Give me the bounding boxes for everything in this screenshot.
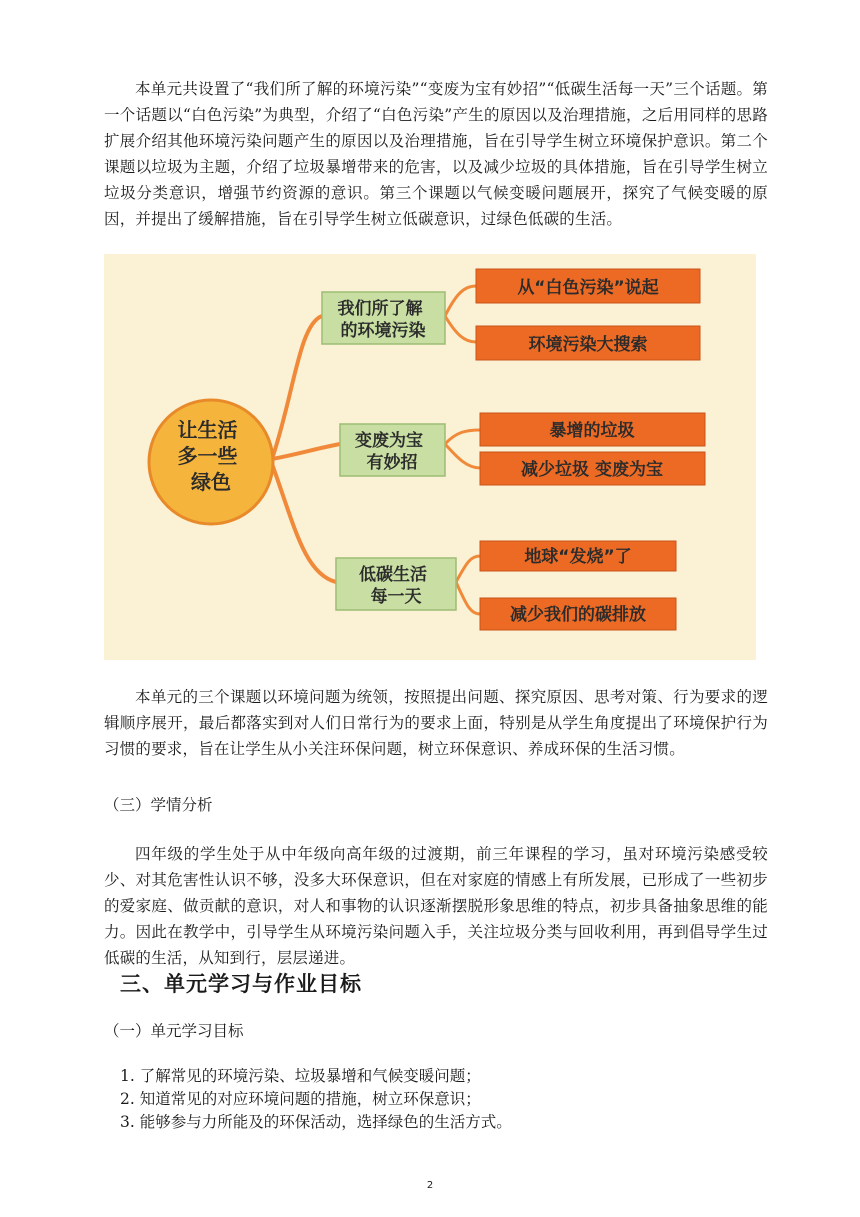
leaf-label-garbage-surge: 暴增的垃圾 [549, 421, 635, 441]
topic-label-pollution: 我们所了解 的环境污染 [337, 299, 426, 341]
structure-paragraph: 本单元的三个课题以环境问题为统领，按照提出问题、探究原因、思考对策、行为要求的逻辑顺序展开，最后都落实到对人们日常行为的要求上面，特别是从学生角度提出了环境保护行为习惯的要求，旨在让学生从小关注环保问题，树立环保意识、养成环保的生活习惯。 [104, 688, 768, 758]
analysis-paragraph: 四年级的学生处于从中年级向高年级的过渡期，前三年课程的学习，虽对环境污染感受较少、对其危害性认识不够，没多大环保意识，但在对家庭的情感上有所发展，已形成了一些初步的爱家庭、做贡献的意识，对人和事物的认识逐渐摆脱形象思维的特点，初步具备抽象思维的能力。因此在教学中，引导学生从环境污染问题入手，关注垃圾分类与回收利用，再到倡导学生过低碳的生活，从知到行，层层递进。 [104, 845, 768, 967]
unit-goals-subheading: （一）单元学习目标 [104, 1022, 244, 1040]
goal-item: 2. 知道常见的对应环境问题的措施，树立环保意识； [120, 1090, 481, 1108]
leaf-label-white-pollution: 从“白色污染”说起 [517, 278, 659, 298]
unit-mind-map [104, 254, 756, 660]
topic-label-low-carbon: 低碳生活 每一天 [359, 565, 428, 607]
intro-paragraph: 本单元共设置了“我们所了解的环境污染”“变废为宝有妙招”“低碳生活每一天”三个话题。第一个话题以“白色污染”为典型，介绍了“白色污染”产生的原因以及治理措施，之后用同样的思路扩展介绍其他环境污染问题产生的原因以及治理措施，旨在引导学生树立环境保护意识。第二个课题以垃圾为主题，介绍了垃圾暴增带来的危害，以及减少垃圾的具体措施，旨在引导学生树立垃圾分类意识，增强节约资源的意识。第三个课题以气候变暖问题展开，探究了气候变暖的原因，并提出了缓解措施，旨在引导学生树立低碳意识，过绿色低碳的生活。 [104, 80, 768, 228]
leaf-label-carbon-reduction: 减少我们的碳排放 [510, 605, 646, 625]
goal-item: 3. 能够参与力所能及的环保活动，选择绿色的生活方式。 [120, 1113, 512, 1131]
page-number: 2 [426, 1180, 434, 1191]
topic-label-recycling: 变废为宝 有妙招 [355, 431, 424, 473]
section-heading: 三、单元学习与作业目标 [120, 972, 362, 996]
goals-list [120, 1065, 512, 1134]
learner-analysis-subheading: （三）学情分析 [104, 796, 213, 814]
leaf-label-pollution-search: 环境污染大搜索 [528, 335, 648, 355]
center-label: 让生活 多一些 绿色 [177, 418, 238, 494]
goal-item: 1. 了解常见的环境污染、垃圾暴增和气候变暖问题； [120, 1067, 481, 1085]
leaf-label-reduce-garbage: 减少垃圾 变废为宝 [521, 460, 663, 480]
leaf-label-earth-fever: 地球“发烧”了 [524, 547, 632, 567]
